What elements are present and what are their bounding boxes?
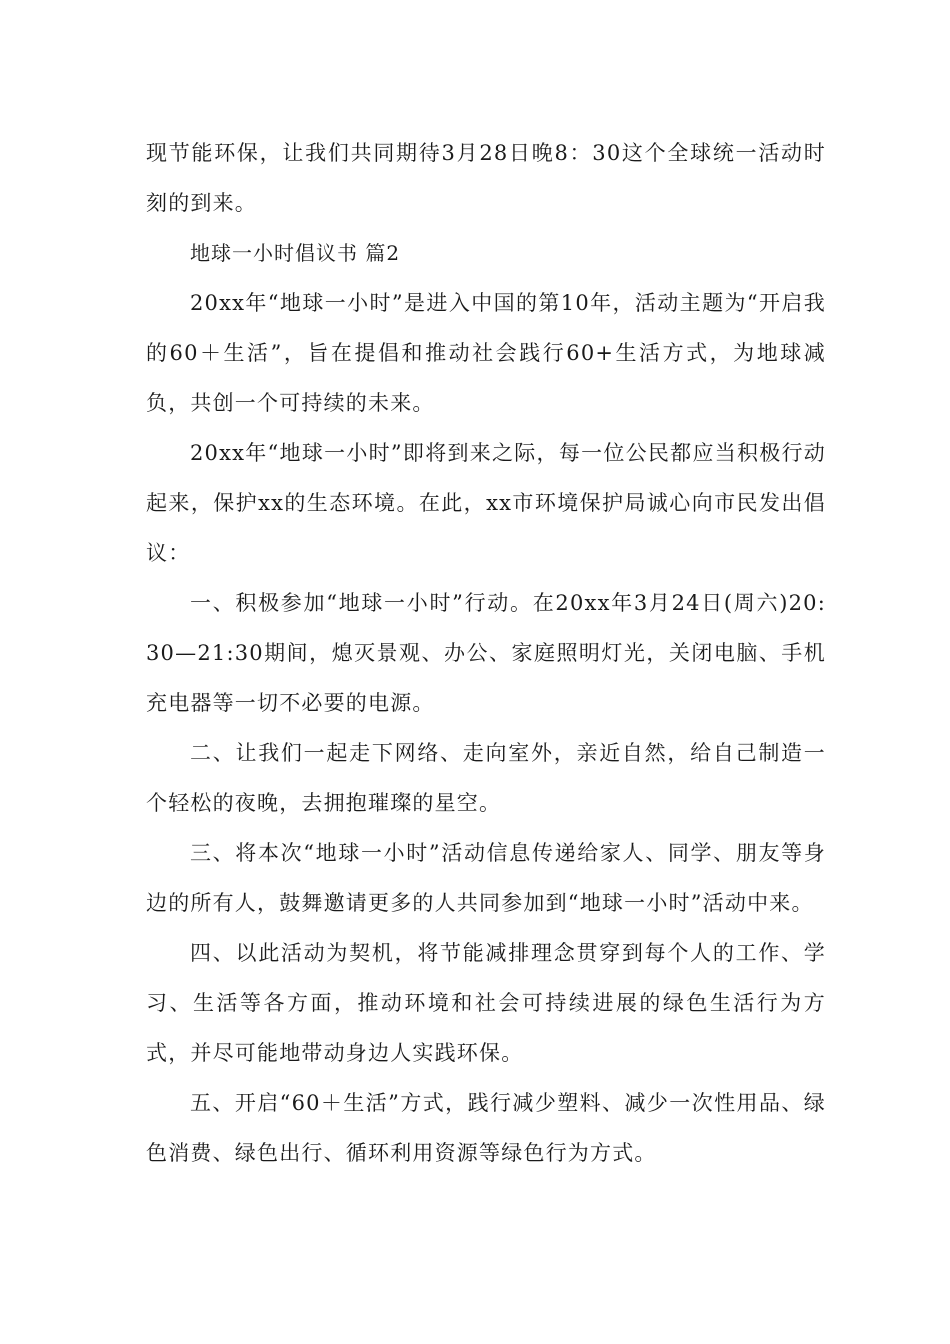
document-body — [146, 128, 826, 1178]
paragraph-item-2: 二、让我们一起走下网络、走向室外，亲近自然，给自己制造一个轻松的夜晚，去拥抱璀璨的星空。 — [146, 741, 826, 815]
paragraph-item-1: 一、积极参加“地球一小时”行动。在20xx年3月24日(周六)20:30—21:30期间，熄灭景观、办公、家庭照明灯光，关闭电脑、手机充电器等一切不必要的电源。 — [146, 591, 826, 715]
paragraph-item-5: 五、开启“60＋生活”方式，践行减少塑料、减少一次性用品、绿色消费、绿色出行、循环利用资源等绿色行为方式。 — [146, 1091, 826, 1165]
paragraph-continuation: 现节能环保，让我们共同期待3月28日晚8：30这个全球统一活动时刻的到来。 — [146, 141, 826, 215]
paragraph-item-4: 四、以此活动为契机，将节能减排理念贯穿到每个人的工作、学习、生活等各方面，推动环境和社会可持续进展的绿色生活行为方式，并尽可能地带动身边人实践环保。 — [146, 941, 826, 1065]
paragraph-call: 20xx年“地球一小时”即将到来之际，每一位公民都应当积极行动起来，保护xx的生态环境。在此，xx市环境保护局诚心向市民发出倡议： — [146, 441, 826, 565]
paragraph-item-3: 三、将本次“地球一小时”活动信息传递给家人、同学、朋友等身边的所有人，鼓舞邀请更多的人共同参加到“地球一小时”活动中来。 — [146, 841, 826, 915]
paragraph-intro: 20xx年“地球一小时”是进入中国的第10年，活动主题为“开启我的60＋生活”，旨在提倡和推动社会践行60+生活方式，为地球减负，共创一个可持续的未来。 — [146, 291, 826, 415]
section-heading: 地球一小时倡议书 篇2 — [190, 241, 401, 265]
